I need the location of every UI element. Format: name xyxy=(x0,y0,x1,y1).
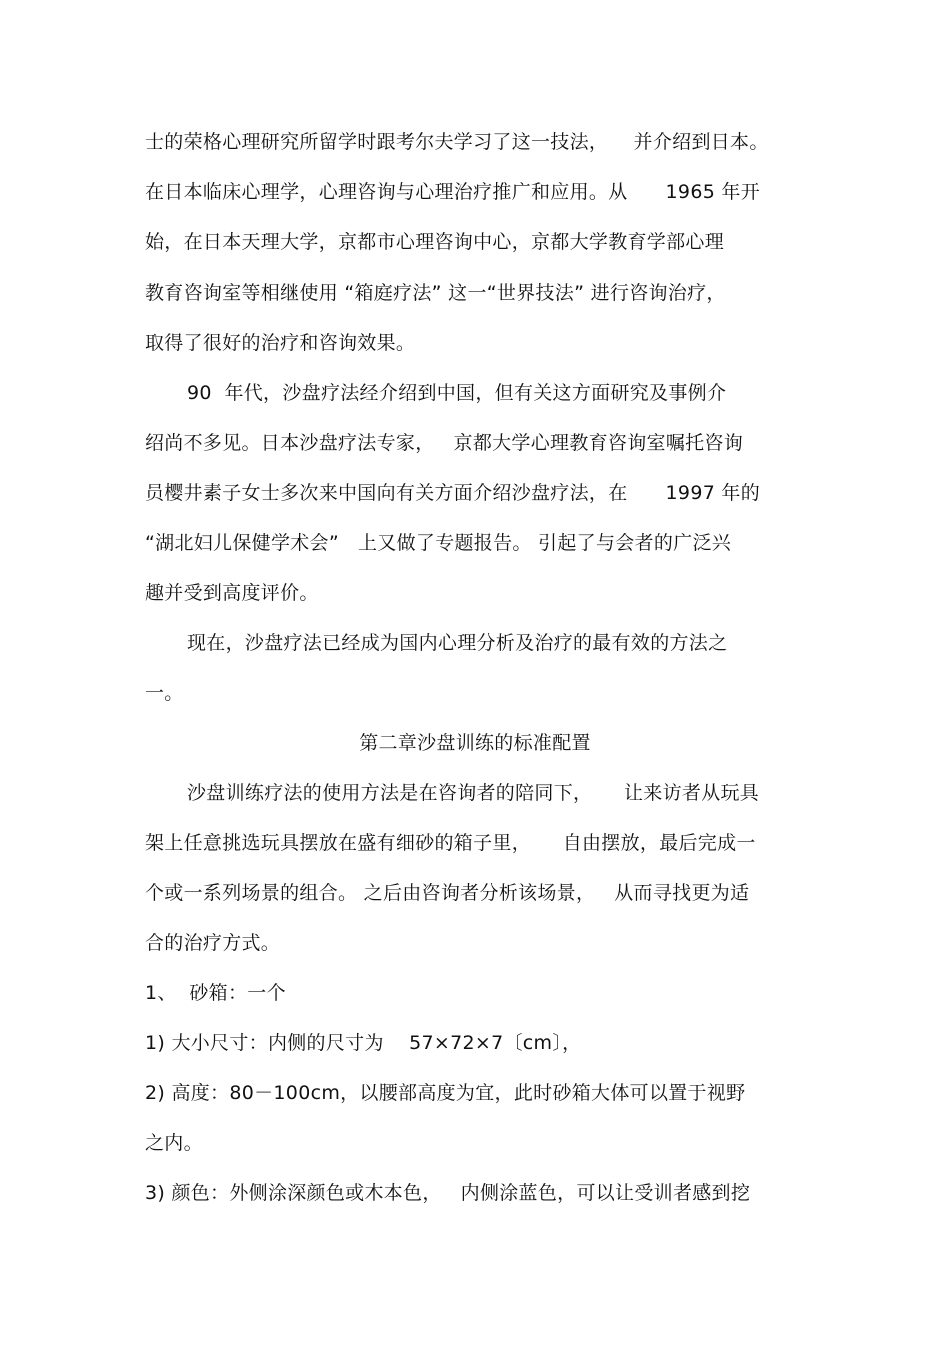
text-line: 始，在日本天理大学，京都市心理咨询中心，京都大学教育学部心理 xyxy=(145,231,725,253)
text-line: 一。 xyxy=(145,682,184,704)
list-heading: 1、 砂箱：一个 xyxy=(145,982,286,1004)
text-line: 趣并受到高度评价。 xyxy=(145,582,319,604)
text-line: 架上任意挑选玩具摆放在盛有细砂的箱子里， 自由摆放，最后完成一 xyxy=(145,832,756,854)
text-line: 之内。 xyxy=(145,1132,203,1154)
text-line: 士的荣格心理研究所留学时跟考尔夫学习了这一技法， 并介绍到日本。 xyxy=(145,131,769,153)
text-line: 教育咨询室等相继使用 “箱庭疗法” 这一“世界技法” 进行咨询治疗， xyxy=(145,282,726,304)
list-item: 3) 颜色：外侧涂深颜色或木本色， 内侧涂蓝色，可以让受训者感到挖 xyxy=(145,1182,751,1204)
text-line: 个或一系列场景的组合。 之后由咨询者分析该场景， 从而寻找更为适 xyxy=(145,882,750,904)
list-item: 1) 大小尺寸：内侧的尺寸为 57×72×7〔cm〕， xyxy=(145,1032,582,1054)
text-line: 员樱井素子女士多次来中国向有关方面介绍沙盘疗法，在 1997 年的 xyxy=(145,482,761,504)
text-line: 合的治疗方式。 xyxy=(145,932,281,954)
list-item: 2) 高度：80－100cm，以腰部高度为宜，此时砂箱大体可以置于视野 xyxy=(145,1082,746,1104)
text-line: 绍尚不多见。日本沙盘疗法专家， 京都大学心理教育咨询室嘱托咨询 xyxy=(145,432,744,454)
text-line: “湖北妇儿保健学术会” 上又做了专题报告。 引起了与会者的广泛兴 xyxy=(145,532,732,554)
text-line: 取得了很好的治疗和咨询效果。 xyxy=(145,332,416,354)
chapter-heading: 第二章沙盘训练的标准配置 xyxy=(359,732,591,754)
paragraph-start-line: 现在，沙盘疗法已经成为国内心理分析及治疗的最有效的方法之 xyxy=(187,632,728,654)
paragraph-start-line: 沙盘训练疗法的使用方法是在咨询者的陪同下， 让来访者从玩具 xyxy=(187,782,760,804)
paragraph-start-line: 90 年代，沙盘疗法经介绍到中国，但有关这方面研究及事例介 xyxy=(187,382,727,404)
text-line: 在日本临床心理学，心理咨询与心理治疗推广和应用。从 1965 年开 xyxy=(145,181,761,203)
